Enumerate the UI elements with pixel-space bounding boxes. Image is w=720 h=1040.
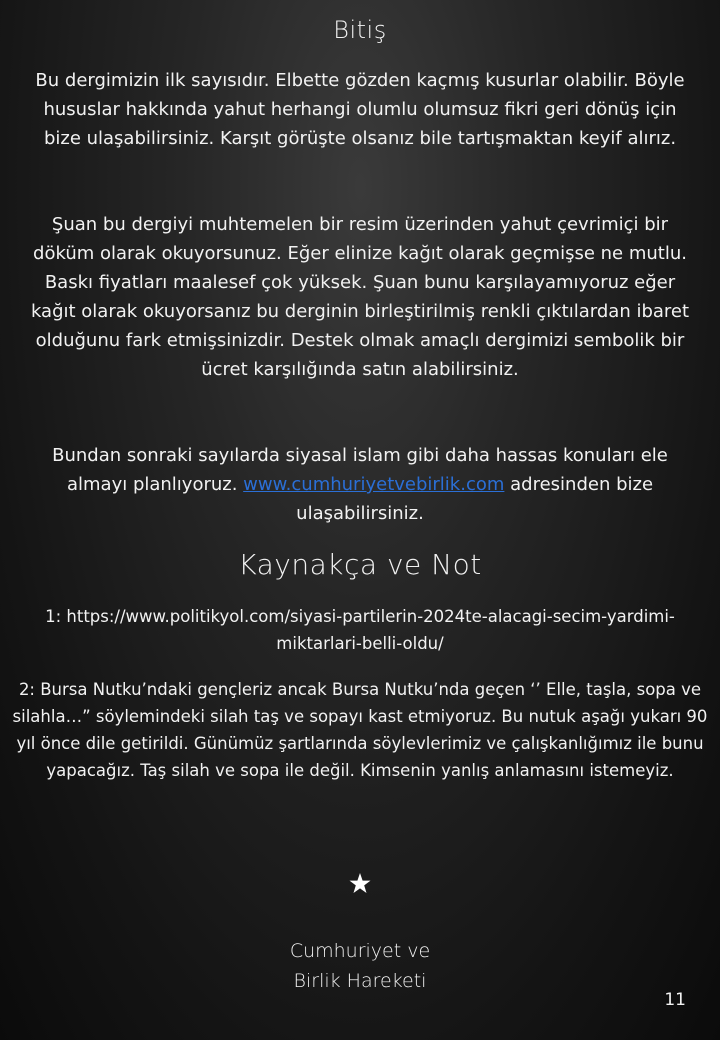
website-link[interactable]: www.cumhuriyetvebirlik.com	[243, 474, 505, 495]
page-number: 11	[664, 990, 686, 1010]
paragraph-feedback: Bu dergimizin ilk sayısıdır. Elbette gözden kaçmış kusurlar olabilir. Böyle hususlar hakkında yahut herhangi olumlu olumsuz fikri geri dönüş için bize ulaşabilirsiniz. Karşıt görüşte olsanız bile tartışmaktan keyif alırız.	[35, 70, 685, 149]
paragraph-print: Şuan bu dergiyi muhtemelen bir resim üzerinden yahut çevrimiçi bir döküm olarak okuyorsunuz. Eğer elinize kağıt olarak geçmişse ne mutlu. Baskı fiyatları maalesef çok yüksek. Şuan bunu karşılayamıyoruz eğer kağıt olarak okuyorsanız bu derginin birleştirilmiş renkli çıktılardan ibaret olduğunu fark etmişsinizdir. Destek olmak amaçlı dergimizi sembolik bir ücret karşılığında satın alabilirsiniz.	[30, 214, 690, 380]
paragraph-future-text-end: adresinden bize ulaşabilirsiniz.	[296, 474, 654, 524]
reference-1: 1: https://www.politikyol.com/siyasi-partilerin-2024te-alacagi-secim-yardimi-miktarlari-belli-oldu/	[45, 607, 675, 653]
paragraph-future-text: Bundan sonraki sayılarda siyasal islam gibi daha hassas konuları ele almayı planlıyoruz.	[52, 445, 668, 495]
reference-2: 2: Bursa Nutku’ndaki gençleriz ancak Bursa Nutku’nda geçen ‘’ Elle, taşla, sopa ve silahla…” söylemindeki silah taş ve sopayı kast etmiyoruz. Bu nutuk aşağı yukarı 90 yıl önce dile getirildi. Günümüz şartlarında söylevlerimiz ve çalışkanlığımız ile bunu yapacağız. Taş silah ve sopa ile değil. Kimsenin yanlış anlamasını istemeyiz.	[12, 680, 708, 780]
section-title-conclusion: Bitiş	[333, 16, 387, 44]
paragraph-future	[30, 441, 690, 528]
crescent-star-logo-icon	[300, 838, 420, 938]
organization-name-line1: Cumhuriyet ve	[289, 940, 431, 962]
organization-name-line2: Birlik Hareketi	[293, 970, 427, 992]
section-title-references: Kaynakça ve Not	[238, 548, 482, 581]
